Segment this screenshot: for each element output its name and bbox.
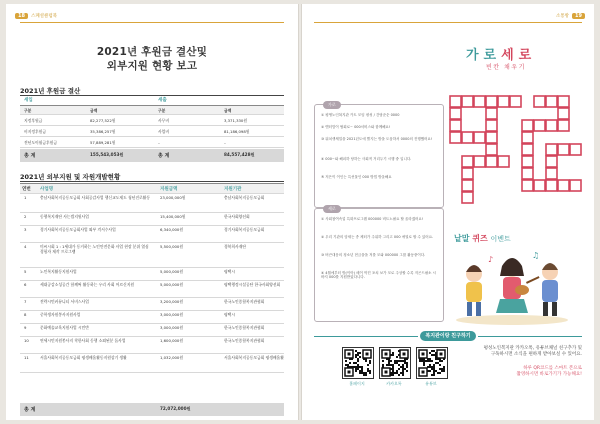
col-amount: 지원금액 bbox=[160, 187, 178, 192]
page-title-line2: 외부지원 현황 보고 bbox=[106, 60, 198, 72]
crossword-cell[interactable] bbox=[558, 144, 569, 155]
qr-instruction-line: 하루 QR코드를 스마트 폰으로 bbox=[523, 366, 582, 371]
row-amount: 5,500,000원 bbox=[160, 244, 183, 249]
col-project: 사업명 bbox=[40, 187, 54, 192]
down-clue: ③ 버큰대음의 청소년 현금을을 저를 모와 000000 그룹 활동중이다. bbox=[321, 253, 426, 257]
income-amount: 35,386,257원 bbox=[90, 129, 116, 134]
support-row bbox=[20, 354, 284, 373]
row-project: 전략시민커뮤니티 서비스사업 bbox=[40, 299, 89, 304]
qr-label-homepage: 홈페이지 bbox=[349, 381, 365, 386]
divider-left bbox=[314, 336, 418, 337]
row-amount: 3,200,000원 bbox=[160, 299, 183, 304]
crossword-cell[interactable] bbox=[570, 144, 581, 155]
crossword-grid[interactable] bbox=[448, 94, 588, 206]
row-no: 11 bbox=[24, 355, 29, 360]
crossword-cell[interactable] bbox=[450, 120, 461, 131]
support-row bbox=[20, 243, 284, 268]
crossword-cell[interactable] bbox=[558, 120, 569, 131]
header-rule bbox=[20, 22, 284, 23]
row-no: 7 bbox=[24, 299, 27, 304]
income-label: 세입 bbox=[24, 98, 33, 103]
crossword-cell[interactable] bbox=[462, 156, 473, 167]
row-org: 평택행정시설공단 한국사회양선회 bbox=[224, 282, 281, 287]
crossword-cell[interactable] bbox=[546, 156, 557, 167]
row-project: 중학생자원봉사지원사업 bbox=[40, 312, 81, 317]
crossword-cell[interactable] bbox=[522, 180, 533, 191]
support-row bbox=[20, 298, 284, 311]
row-no: 5 bbox=[24, 269, 27, 274]
quiz-title-part-2: 퀴즈 bbox=[472, 234, 488, 243]
qr-code-homepage[interactable] bbox=[342, 347, 374, 379]
qr-instruction-line: 촬영하시면 바로가기가 가능해요! bbox=[516, 372, 582, 377]
row-no: 4 bbox=[24, 244, 27, 249]
crossword-cell[interactable] bbox=[486, 96, 497, 107]
crossword-cell[interactable] bbox=[522, 156, 533, 167]
row-project: 세대공감소성공간 함께써 활동하는 우리 사회 어르신지원 bbox=[40, 282, 135, 287]
income-category: 전년도이월금후원금 bbox=[24, 140, 58, 145]
row-no: 2 bbox=[24, 214, 27, 219]
qr-label-youtube: 유튜브 bbox=[425, 381, 437, 386]
qr-label-kakaotalk: 카카오톡 bbox=[386, 381, 402, 386]
row-org: 평택시 bbox=[224, 312, 236, 317]
finance-row bbox=[20, 115, 284, 126]
crossword-cell[interactable] bbox=[546, 180, 557, 191]
expense-col-amount: 금액 bbox=[224, 107, 232, 113]
qr-pattern bbox=[343, 348, 373, 378]
qr-pattern bbox=[417, 348, 447, 378]
row-project: 연세시민지원봉사지 착한사회 동행 소외된분 돕사업 bbox=[40, 338, 126, 343]
crossword-cell[interactable] bbox=[534, 120, 545, 131]
col-org: 지원기관 bbox=[224, 187, 242, 192]
row-amount: 3,000,000원 bbox=[160, 325, 183, 330]
expense-col-category: 구분 bbox=[158, 107, 166, 113]
across-clue: ② 엔터맘이 협회로~ 000서비스와 함께해요! bbox=[321, 125, 391, 129]
svg-text:♪: ♪ bbox=[488, 255, 494, 264]
header-label-left: 스페셜클럽북 bbox=[30, 14, 58, 19]
support-row bbox=[20, 194, 284, 213]
down-clue: ④ 4월에부터 방(이아) 메이 막힌 포치 보가 모로 주상할 수록 저곤드필소 시바지 000를 지원받았다니다. bbox=[321, 271, 437, 280]
across-clue: ③ 워치생체밀을 2021년도에 빨지는 방을 도움하서 0000의 진행했어요! bbox=[321, 137, 433, 141]
row-project: 서울사회복지공동모금회 평생배움활동지원상기 생활 bbox=[40, 355, 127, 360]
row-amount: 1,032,000원 bbox=[160, 355, 183, 360]
row-project: 미씨시회 1 : 1세대가 동거하는 노인안전문화 사업 현장 분위 열심 경험자 제작 프로그램 bbox=[40, 244, 149, 254]
support-row bbox=[20, 281, 284, 298]
row-org: 한국노인종합복지관협회 bbox=[224, 338, 265, 343]
income-total-label: 총 계 bbox=[24, 153, 36, 159]
crossword-cell[interactable] bbox=[486, 132, 497, 143]
down-clues-box bbox=[314, 208, 444, 322]
section-title-support: 2021년 외부지원 및 자원개발현황 bbox=[20, 173, 121, 181]
row-amount: 23,000,000원 bbox=[160, 195, 186, 200]
row-amount: 5,000,000원 bbox=[160, 282, 183, 287]
crossword-cell[interactable] bbox=[558, 180, 569, 191]
friend-text-line: 평성노인복지관 카카오톡, 유튜브채널 친구추가 및 bbox=[483, 346, 582, 351]
crossword-title bbox=[466, 44, 536, 63]
row-amount: 5,000,000원 bbox=[160, 269, 183, 274]
income-total: 155,543,053원 bbox=[90, 152, 124, 157]
income-category: 지정후원금 bbox=[24, 118, 43, 123]
row-project: 경기사회복지공동모금회사업 외부 격서수사업 bbox=[40, 227, 116, 232]
left-page bbox=[6, 4, 298, 420]
row-org: 서울사회복지공동모금회 평생배움활 bbox=[224, 355, 284, 360]
qr-pattern bbox=[380, 348, 410, 378]
down-label: 세로 bbox=[323, 205, 341, 213]
friend-banner: 복지관이랑 친구하기 bbox=[420, 331, 476, 341]
title-part-2: 세로 bbox=[501, 48, 537, 63]
expense-category: – bbox=[158, 140, 160, 145]
support-row bbox=[20, 311, 284, 324]
row-no: 8 bbox=[24, 312, 27, 317]
expense-total: 84,557,428원 bbox=[224, 152, 255, 157]
row-project: 노인복지활동지원사업 bbox=[40, 269, 77, 274]
expense-amount: 3,371,330원 bbox=[224, 118, 247, 123]
qr-code-youtube[interactable] bbox=[416, 347, 448, 379]
crossword-subtitle: 빈칸 채우기 bbox=[486, 64, 526, 71]
crossword-cell[interactable] bbox=[510, 96, 521, 107]
title-part-1: 가로 bbox=[466, 48, 502, 63]
kids-music-illustration bbox=[452, 246, 572, 326]
crossword-cell[interactable] bbox=[462, 132, 473, 143]
down-clue: ① 사회참여속업 특화프로그램 000000 비트노필요 할 올라겠어요! bbox=[321, 217, 424, 221]
crossword-cell[interactable] bbox=[474, 156, 485, 167]
across-clue: ① 평생노인복지관 카트 모임 평성 / 간담준순 0000 bbox=[321, 113, 400, 117]
col-no: 연번 bbox=[22, 187, 31, 192]
crossword-cell[interactable] bbox=[462, 192, 473, 203]
row-no: 3 bbox=[24, 227, 27, 232]
crossword-cell[interactable] bbox=[498, 156, 509, 167]
support-row bbox=[20, 268, 284, 281]
support-row bbox=[20, 324, 284, 337]
crossword-cell[interactable] bbox=[486, 108, 497, 119]
crossword-cell[interactable] bbox=[474, 132, 485, 143]
crossword-cell[interactable] bbox=[450, 96, 461, 107]
expense-amount: – bbox=[224, 140, 226, 145]
quiz-title-part-3: 이벤트 bbox=[490, 235, 511, 243]
row-org: 충남사회복지공동모금회 bbox=[224, 195, 265, 200]
support-row bbox=[20, 337, 284, 354]
crossword-cell[interactable] bbox=[462, 168, 473, 179]
divider-right bbox=[478, 336, 582, 337]
row-amount: 15,400,000원 bbox=[160, 214, 186, 219]
row-org: 한국노인종합복지관협회 bbox=[224, 325, 265, 330]
row-amount: 1,600,000원 bbox=[160, 338, 183, 343]
crossword-cell[interactable] bbox=[546, 144, 557, 155]
header-rule bbox=[314, 22, 582, 23]
support-header-row bbox=[20, 183, 284, 194]
expense-category: 사무비 bbox=[158, 118, 170, 123]
crossword-cell[interactable] bbox=[522, 132, 533, 143]
crossword-cell[interactable] bbox=[546, 120, 557, 131]
row-project: 문화예술교육지원사업 시민반 bbox=[40, 325, 89, 330]
page-number-right: 19 bbox=[572, 13, 585, 19]
grand-total: 72,072,000원 bbox=[160, 406, 191, 411]
section-rule bbox=[20, 95, 284, 96]
row-amount: 3,000,000원 bbox=[160, 312, 183, 317]
across-clue: ⑤ 저은이 이인는 특선물인 000 방법 방올해요 bbox=[321, 175, 392, 179]
crossword-cell[interactable] bbox=[486, 156, 497, 167]
right-page bbox=[302, 4, 594, 420]
page-number-left: 18 bbox=[15, 13, 28, 19]
support-total-row bbox=[20, 403, 284, 416]
finance-row bbox=[20, 126, 284, 137]
crossword-cell[interactable] bbox=[522, 168, 533, 179]
row-org: 경북희사재단 bbox=[224, 244, 247, 249]
page-title-line1: 2021년 후원금 결산및 bbox=[96, 46, 208, 58]
expense-amount: 81,186,098원 bbox=[224, 129, 250, 134]
row-project: 충남사회복지공동모금회 사회공감사업 행신교도제도 청년진로활동 bbox=[40, 195, 150, 200]
crossword-cell[interactable] bbox=[534, 96, 545, 107]
row-org: 한국사회양선회 bbox=[224, 214, 250, 219]
crossword-cell[interactable] bbox=[486, 144, 497, 155]
finance-total-row bbox=[20, 149, 284, 162]
crossword-cell[interactable] bbox=[570, 180, 581, 191]
crossword-cell[interactable] bbox=[450, 108, 461, 119]
crossword-cell[interactable] bbox=[558, 96, 569, 107]
crossword-cell[interactable] bbox=[558, 108, 569, 119]
row-project: 동행복지재단 사는법지원사업 bbox=[40, 214, 89, 219]
row-amount: 6,340,000원 bbox=[160, 227, 183, 232]
crossword-cell[interactable] bbox=[534, 180, 545, 191]
income-col-amount: 금액 bbox=[90, 107, 98, 113]
crossword-cell[interactable] bbox=[546, 168, 557, 179]
across-label: 가로 bbox=[323, 101, 341, 109]
crossword-cell[interactable] bbox=[522, 120, 533, 131]
expense-total-label: 총 계 bbox=[158, 153, 170, 159]
crossword-cell[interactable] bbox=[462, 96, 473, 107]
friend-text-line: 구독하시면 소식을 편하게 받아보실 수 있어요. bbox=[490, 352, 582, 357]
finance-row bbox=[20, 137, 284, 148]
finance-header-row bbox=[20, 105, 284, 115]
down-clue: ② 우리 기관의 암세는 종 체터가 주위하 그리고 000 애열로 할 수 있어요. bbox=[321, 235, 434, 239]
crossword-cell[interactable] bbox=[498, 96, 509, 107]
income-category: 비지정후원금 bbox=[24, 129, 47, 134]
support-row bbox=[20, 226, 284, 243]
section-rule bbox=[20, 181, 284, 182]
crossword-cell[interactable] bbox=[462, 180, 473, 191]
crossword-cell[interactable] bbox=[486, 120, 497, 131]
left-header bbox=[12, 10, 57, 22]
income-amount: 57,889,281원 bbox=[90, 140, 116, 145]
support-row bbox=[20, 213, 284, 226]
grand-total-label: 총 계 bbox=[24, 407, 36, 413]
row-no: 1 bbox=[24, 195, 27, 200]
row-no: 9 bbox=[24, 325, 27, 330]
crossword-cell[interactable] bbox=[450, 132, 461, 143]
row-org: 한국노인종합복지관협회 bbox=[224, 299, 265, 304]
header-label-right: 소통방 bbox=[555, 14, 570, 19]
quiz-event-title bbox=[454, 233, 511, 244]
quiz-title-part-1: 낱말 bbox=[454, 234, 470, 243]
across-clue: ④ 000~와 해피하 당하는 사회적 거리두기 시행 중 입니다. bbox=[321, 157, 412, 161]
row-no: 10 bbox=[24, 338, 29, 343]
expense-label: 세출 bbox=[158, 98, 167, 103]
right-header bbox=[556, 10, 588, 22]
crossword-cell[interactable] bbox=[522, 144, 533, 155]
crossword-cell[interactable] bbox=[546, 96, 557, 107]
row-no: 6 bbox=[24, 282, 27, 287]
qr-code-kakaotalk[interactable] bbox=[379, 347, 411, 379]
row-org: 경기사회복지공동모금회 bbox=[224, 227, 265, 232]
income-amount: 82,277,522원 bbox=[90, 118, 116, 123]
expense-category: 사업비 bbox=[158, 129, 170, 134]
svg-text:♫: ♫ bbox=[532, 251, 540, 260]
income-col-category: 구분 bbox=[24, 107, 32, 113]
across-clues-box bbox=[314, 104, 444, 208]
crossword-cell[interactable] bbox=[474, 96, 485, 107]
section-title-finance: 2021년 후원금 결산 bbox=[20, 87, 81, 95]
row-org: 평택시 bbox=[224, 269, 236, 274]
